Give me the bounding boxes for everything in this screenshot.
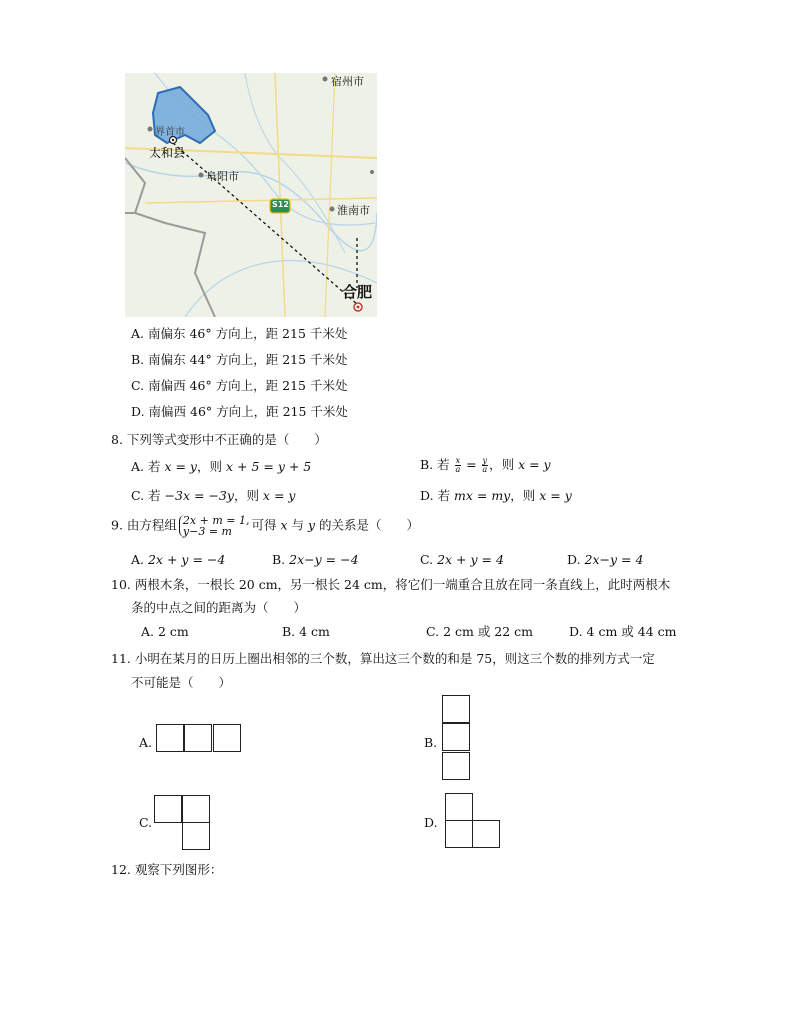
q10-stem-line1: 10. 两根木条，一根长 20 cm，另一根长 24 cm，将它们一端重合且放在同一条直线上，此时两根木 xyxy=(111,577,671,592)
q9-option-a: A. 2x + y = −4 xyxy=(131,552,226,567)
map-label-huainan: 淮南市 xyxy=(337,204,370,217)
q7-option-c: C. 南偏西 46° 方向上，距 215 千米处 xyxy=(131,378,348,393)
q11-label-c: C. xyxy=(139,815,153,830)
q7-option-b: B. 南偏东 44° 方向上，距 215 千米处 xyxy=(131,352,348,367)
q8-option-c: C. 若 −3x = −3y，则 x = y xyxy=(131,488,296,503)
q9-stem: 9. 由方程组 2x + m = 1, y−3 = m 可得 x 与 y 的关系是（ ） xyxy=(111,514,420,538)
q10-option-a: A. 2 cm xyxy=(141,624,189,639)
q9-equation-system: 2x + m = 1, y−3 = m xyxy=(179,515,250,537)
q9-option-d: D. 2x−y = 4 xyxy=(567,552,644,567)
q7-option-a: A. 南偏东 46° 方向上，距 215 千米处 xyxy=(131,326,348,341)
q8-option-d: D. 若 mx = my，则 x = y xyxy=(420,488,572,503)
map-label-fuyang: 阜阳市 xyxy=(206,170,239,183)
map-label-suzhou: 宿州市 xyxy=(331,75,364,88)
q11-stem-line2: 不可能是（ ） xyxy=(131,675,232,690)
map-label-taihe: 太和县 xyxy=(149,146,186,160)
q12-stem: 12. 观察下列图形： xyxy=(111,862,223,877)
q11-label-d: D. xyxy=(424,815,438,830)
q9-option-b: B. 2x−y = −4 xyxy=(272,552,359,567)
map-label-highway: S12 xyxy=(272,200,289,209)
map-label-hefei: 合肥 xyxy=(342,283,373,301)
q8-option-b: B. 若 $\frac{x}{a}$ = $\frac{y}{a}$ ，则 x = y xyxy=(420,456,551,474)
q10-option-c: C. 2 cm 或 22 cm xyxy=(426,624,534,639)
q8-stem: 8. 下列等式变形中不正确的是（ ） xyxy=(111,432,327,447)
q9-option-c: C. 2x + y = 4 xyxy=(420,552,504,567)
q8-option-a: A. 若 x = y，则 x + 5 = y + 5 xyxy=(131,459,312,474)
q10-option-b: B. 4 cm xyxy=(282,624,330,639)
q10-option-d: D. 4 cm 或 44 cm xyxy=(569,624,677,639)
q7-option-d: D. 南偏西 46° 方向上，距 215 千米处 xyxy=(131,404,348,419)
map-label-jieshou: 界首市 xyxy=(155,127,185,138)
map-svg xyxy=(125,73,377,317)
q11-label-a: A. xyxy=(139,735,153,750)
q10-stem-line2: 条的中点之间的距离为（ ） xyxy=(131,600,307,615)
q11-stem-line1: 11. 小明在某月的日历上圈出相邻的三个数，算出这三个数的和是 75，则这三个数的排列方式一定 xyxy=(111,651,655,666)
map-figure xyxy=(125,73,377,317)
q11-label-b: B. xyxy=(424,735,438,750)
